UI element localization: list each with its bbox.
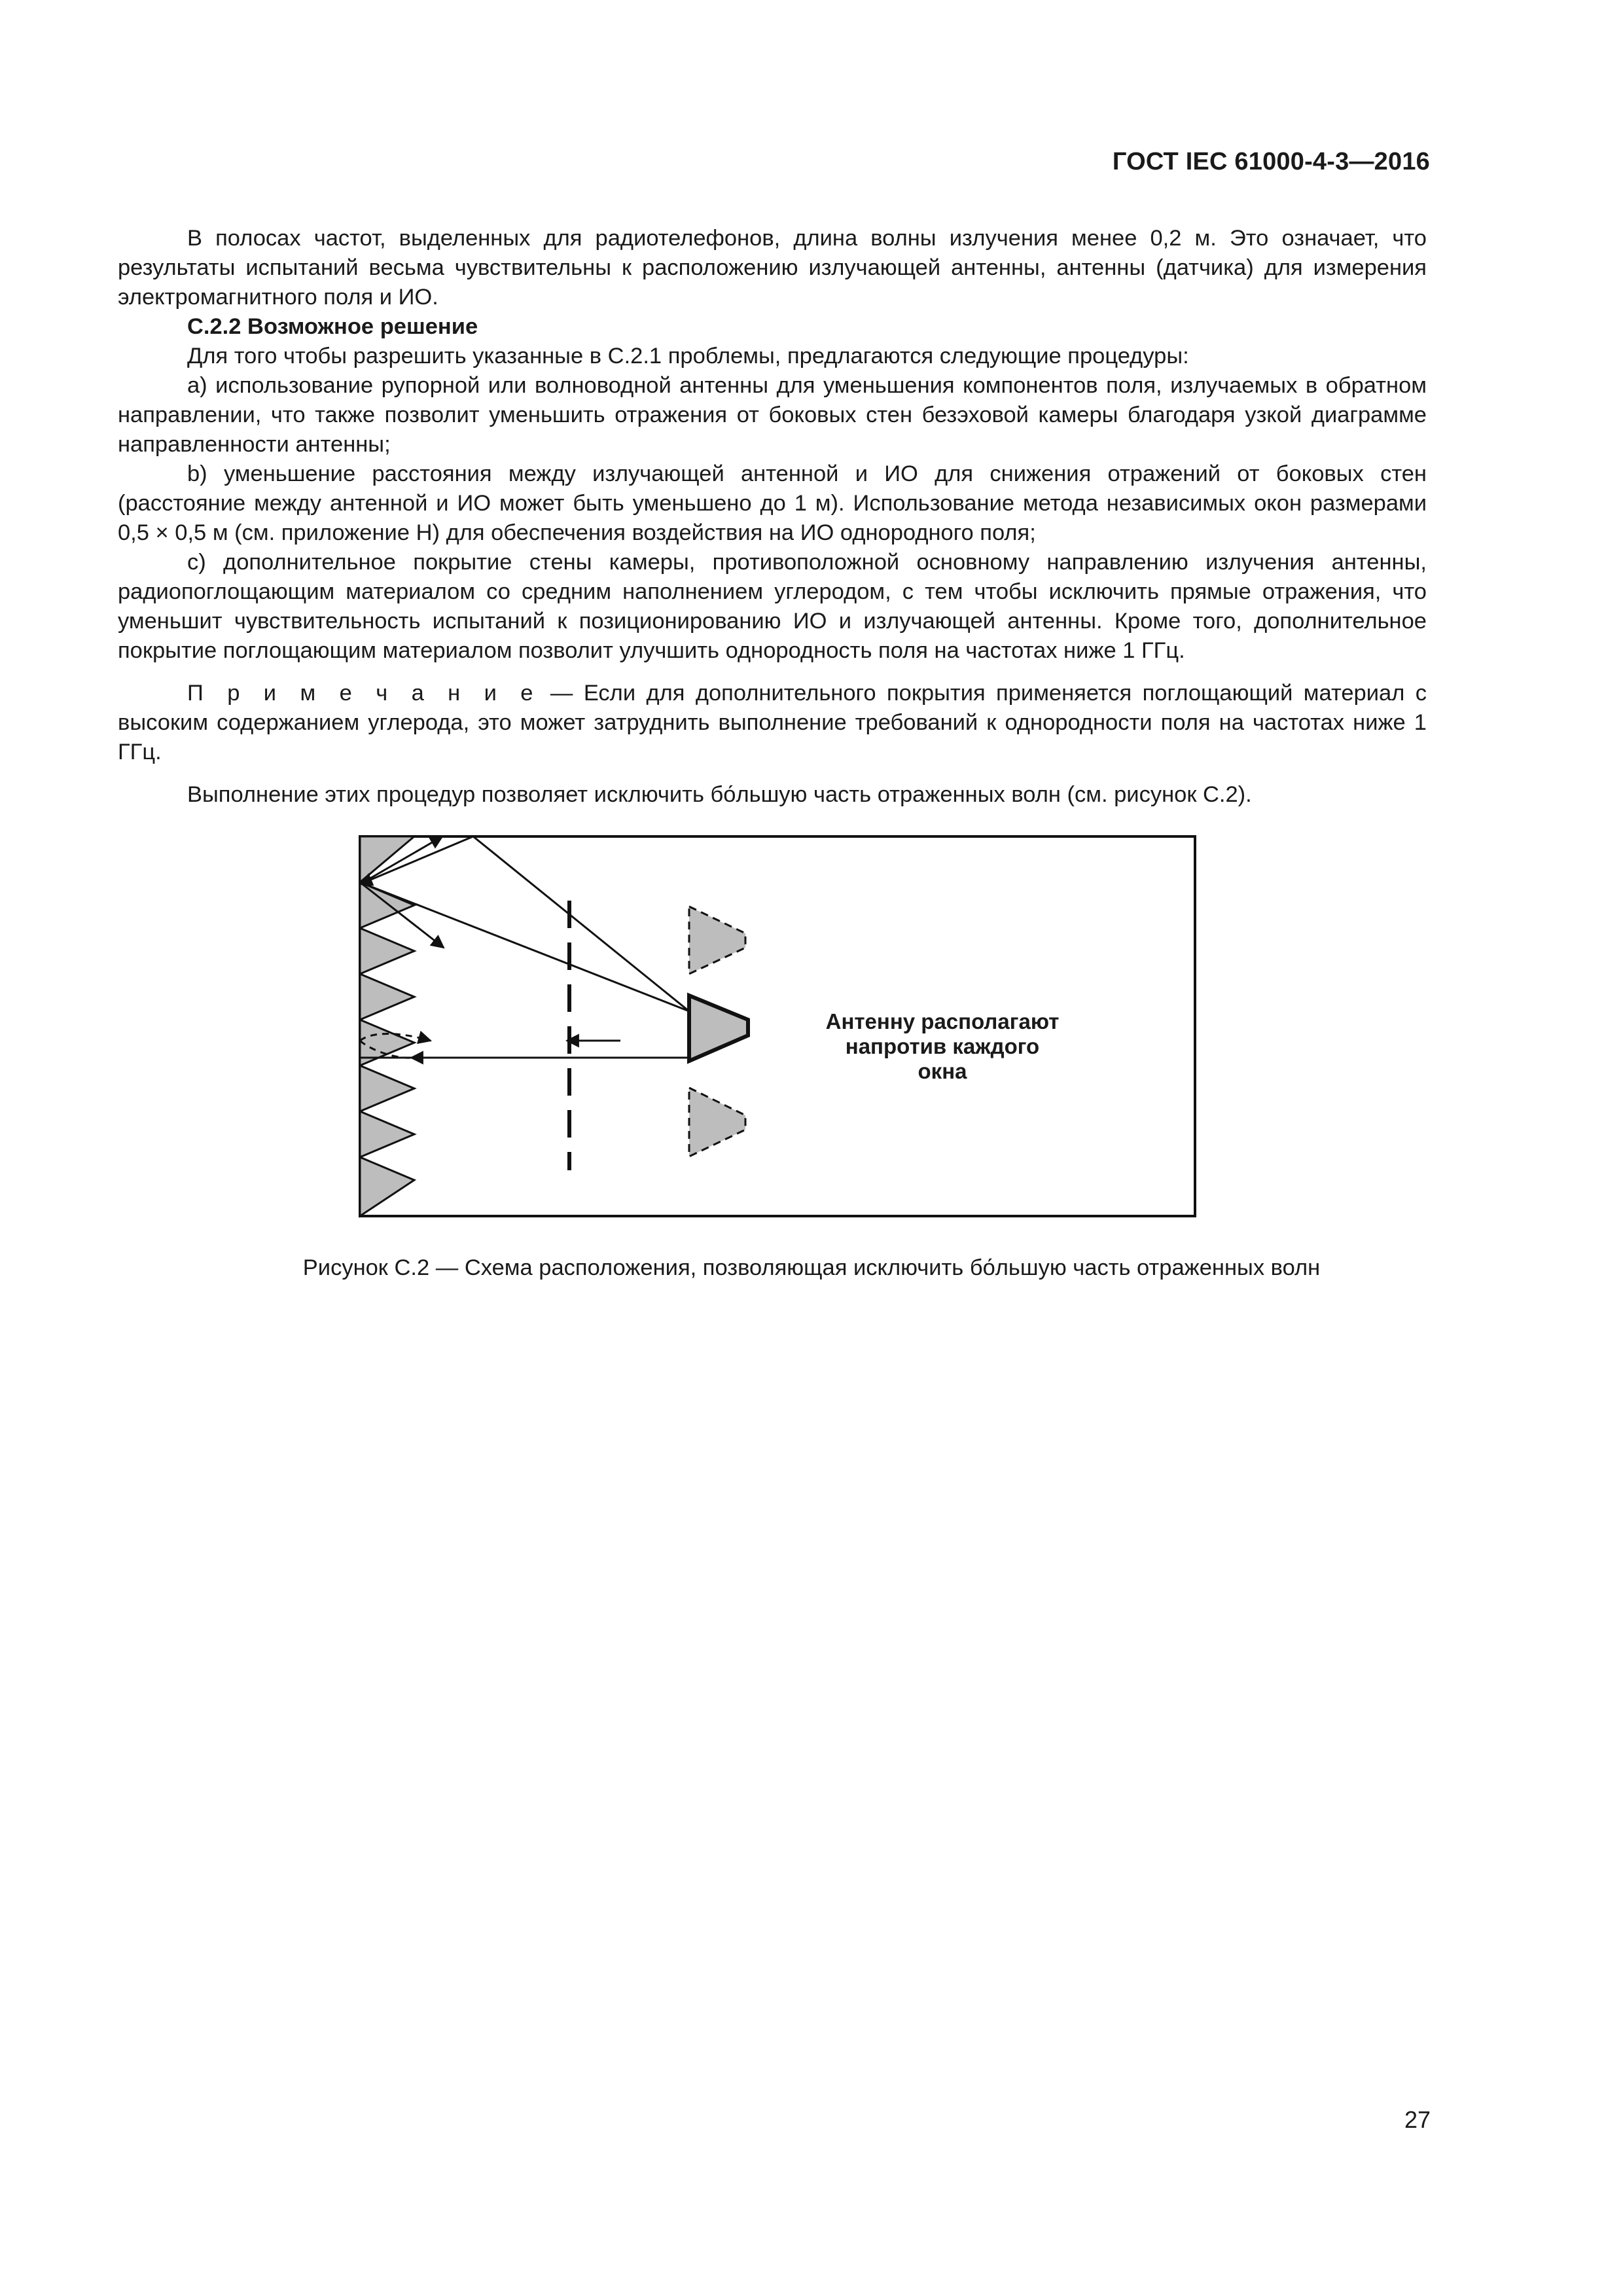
figure-caption: Рисунок С.2 — Схема расположения, позволяющая исключить бо́льшую часть отраженных волн (302, 1255, 1321, 1280)
antenna-label (818, 1009, 1067, 1084)
note (118, 679, 1427, 767)
antenna-position-upper (689, 906, 745, 974)
note-text: — Если для дополнительного покрытия применяется поглощающий материал с высоким содержанием углерода, это может затруднить выполнение требований к однородности поля на частотах ниже 1 ГГц. (118, 681, 1427, 764)
document-header: ГОСТ IEC 61000-4-3—2016 (1112, 148, 1430, 175)
antenna-label-line-1: Антенну располагают (825, 1009, 1060, 1033)
paragraph-item-a: a) использование рупорной или волноводной антенны для уменьшения компонентов поля, излучаемых в обратном направлении, что также позволит уменьшить отражения от боковых стен безэховой камеры благодаря узкой диаграмме направленности антенны; (118, 373, 1427, 457)
figure-c2 (359, 835, 1196, 1223)
paragraph-item-b: b) уменьшение расстояния между излучающей антенной и ИО для снижения отражений от боковых стен (расстояние между антенной и ИО может быть уменьшено до 1 м). Использование метода независимых окон размерами 0,5 × 0,5 м (см. приложение H) для обеспечения воздействия на ИО однородного поля; (118, 461, 1427, 545)
chamber-outline (360, 836, 1195, 1216)
section-heading: С.2.2 Возможное решение (187, 314, 478, 339)
antenna-position-lower (689, 1088, 745, 1157)
paragraph-wavelength: В полосах частот, выделенных для радиотелефонов, длина волны излучения менее 0,2 м. Это означает, что результаты испытаний весьма чувствительны к расположению излучающей антенны, антенны (датчика) для измерения электромагнитного поля и ИО. (118, 226, 1427, 310)
page-number: 27 (1404, 2106, 1431, 2133)
note-label: П р и м е ч а н и е (187, 681, 540, 706)
paragraph-closing: Выполнение этих процедур позволяет исключить бо́льшую часть отраженных волн (см. рисунок С.2). (187, 782, 1252, 807)
antenna-label-line-2: напротив каждого окна (845, 1034, 1040, 1083)
body-text (118, 224, 1427, 810)
figure-diagram (359, 835, 1196, 1223)
wave-rays (360, 836, 689, 1058)
main-antenna (689, 996, 748, 1061)
paragraph-procedures-intro: Для того чтобы разрешить указанные в С.2.1 проблемы, предлагаются следующие процедуры: (187, 344, 1189, 368)
paragraph-item-c: c) дополнительное покрытие стены камеры, противоположной основному направлению излучения антенны, радиопоглощающим материалом со средним наполнением углеродом, с тем чтобы исключить прямые отражения, что уменьшит чувствительность испытаний к позиционированию ИО и излучающей антенны. Кроме того, дополнительное покрытие поглощающим материалом позволит улучшить однородность поля на частотах ниже 1 ГГц. (118, 550, 1427, 663)
